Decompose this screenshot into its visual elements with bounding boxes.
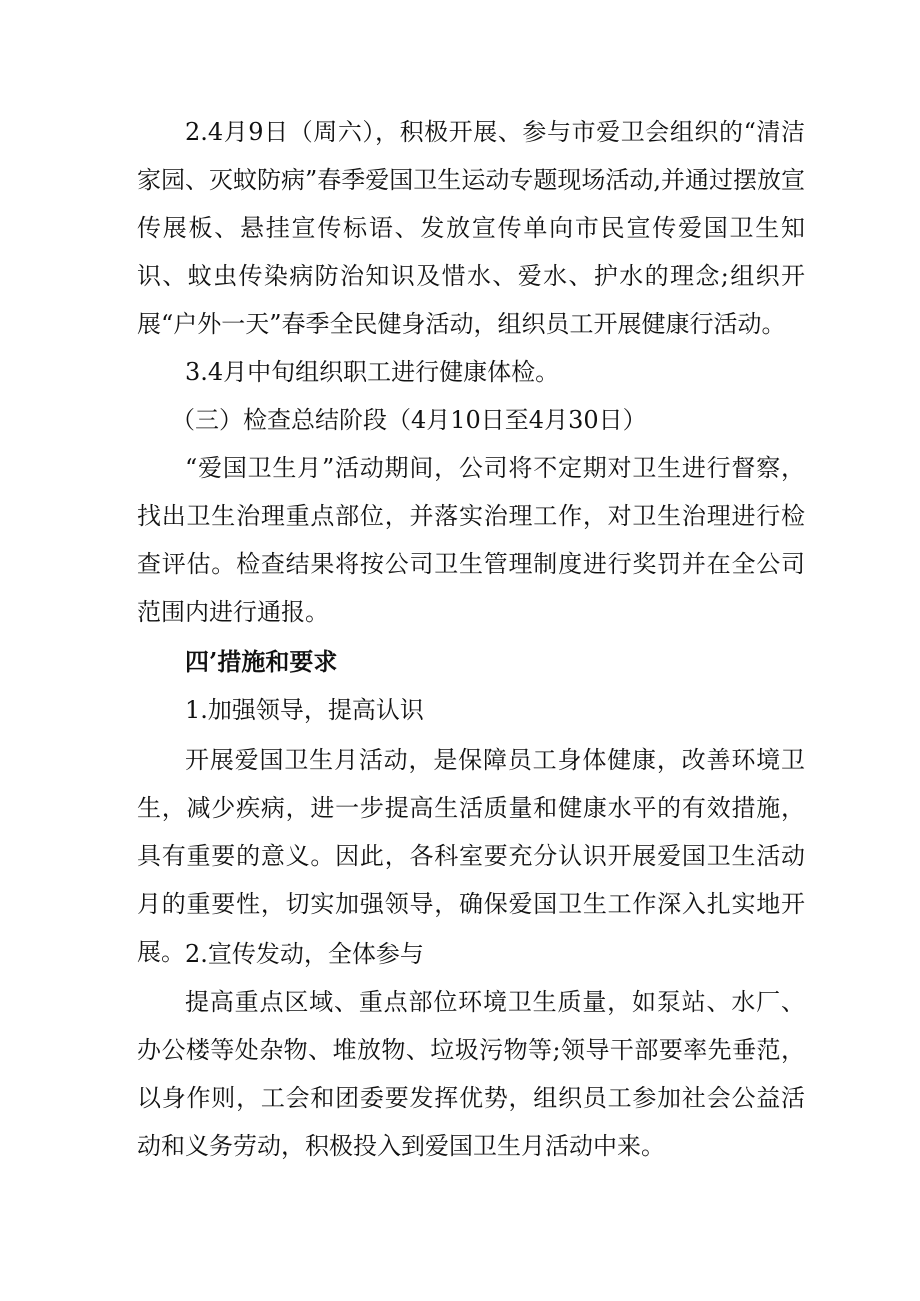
heading-inspection-stage: （三）检查总结阶段（4月10日至4月30日） xyxy=(171,406,647,434)
paragraph-participation-details: 提高重点区域、重点部位环境卫生质量，如泵站、水厂、办公楼等处杂物、堆放物、垃圾污物等;领导干部要率先垂范，以身作则，工会和团委要发挥优势，组织员工参加社会公益活动和义务劳动，积极投入到爱国卫生月活动中来。 xyxy=(137,988,805,1160)
heading-publicity-participation: 2.宣传发动，全体参与 xyxy=(185,940,424,968)
paragraph-inspection-details: “爱国卫生月”活动期间，公司将不定期对卫生进行督察，找出卫生治理重点部位，并落实治理工作，对卫生治理进行检查评估。检查结果将按公司卫生管理制度进行奖罚并在全公司范围内进行通报。 xyxy=(137,454,805,626)
heading-measures-requirements: 四’措施和要求 xyxy=(185,647,338,676)
paragraph-leadership-details: 开展爱国卫生月活动，是保障员工身体健康，改善环境卫生，减少疾病，进一步提高生活质量和健康水平的有效措施，具有重要的意义。因此，各科室要充分认识开展爱国卫生活动月的重要性，切实加强领导，确保爱国卫生工作深入扎实地开展。 xyxy=(137,746,805,966)
paragraph-activity-april-9: 2.4月9日（周六），积极开展、参与市爱卫会组织的“清洁家园、灭蚊防病”春季爱国卫生运动专题现场活动,并通过摆放宣传展板、悬挂宣传标语、发放宣传单向市民宣传爱国卫生知识、蚊虫传染病防治知识及惜水、爱水、护水的理念;组织开展“户外一天”春季全民健身活动，组织员工开展健康行活动。 xyxy=(137,118,805,338)
paragraph-health-checkup: 3.4月中旬组织职工进行健康体检。 xyxy=(185,358,560,386)
heading-strengthen-leadership: 1.加强领导，提高认识 xyxy=(185,696,424,724)
